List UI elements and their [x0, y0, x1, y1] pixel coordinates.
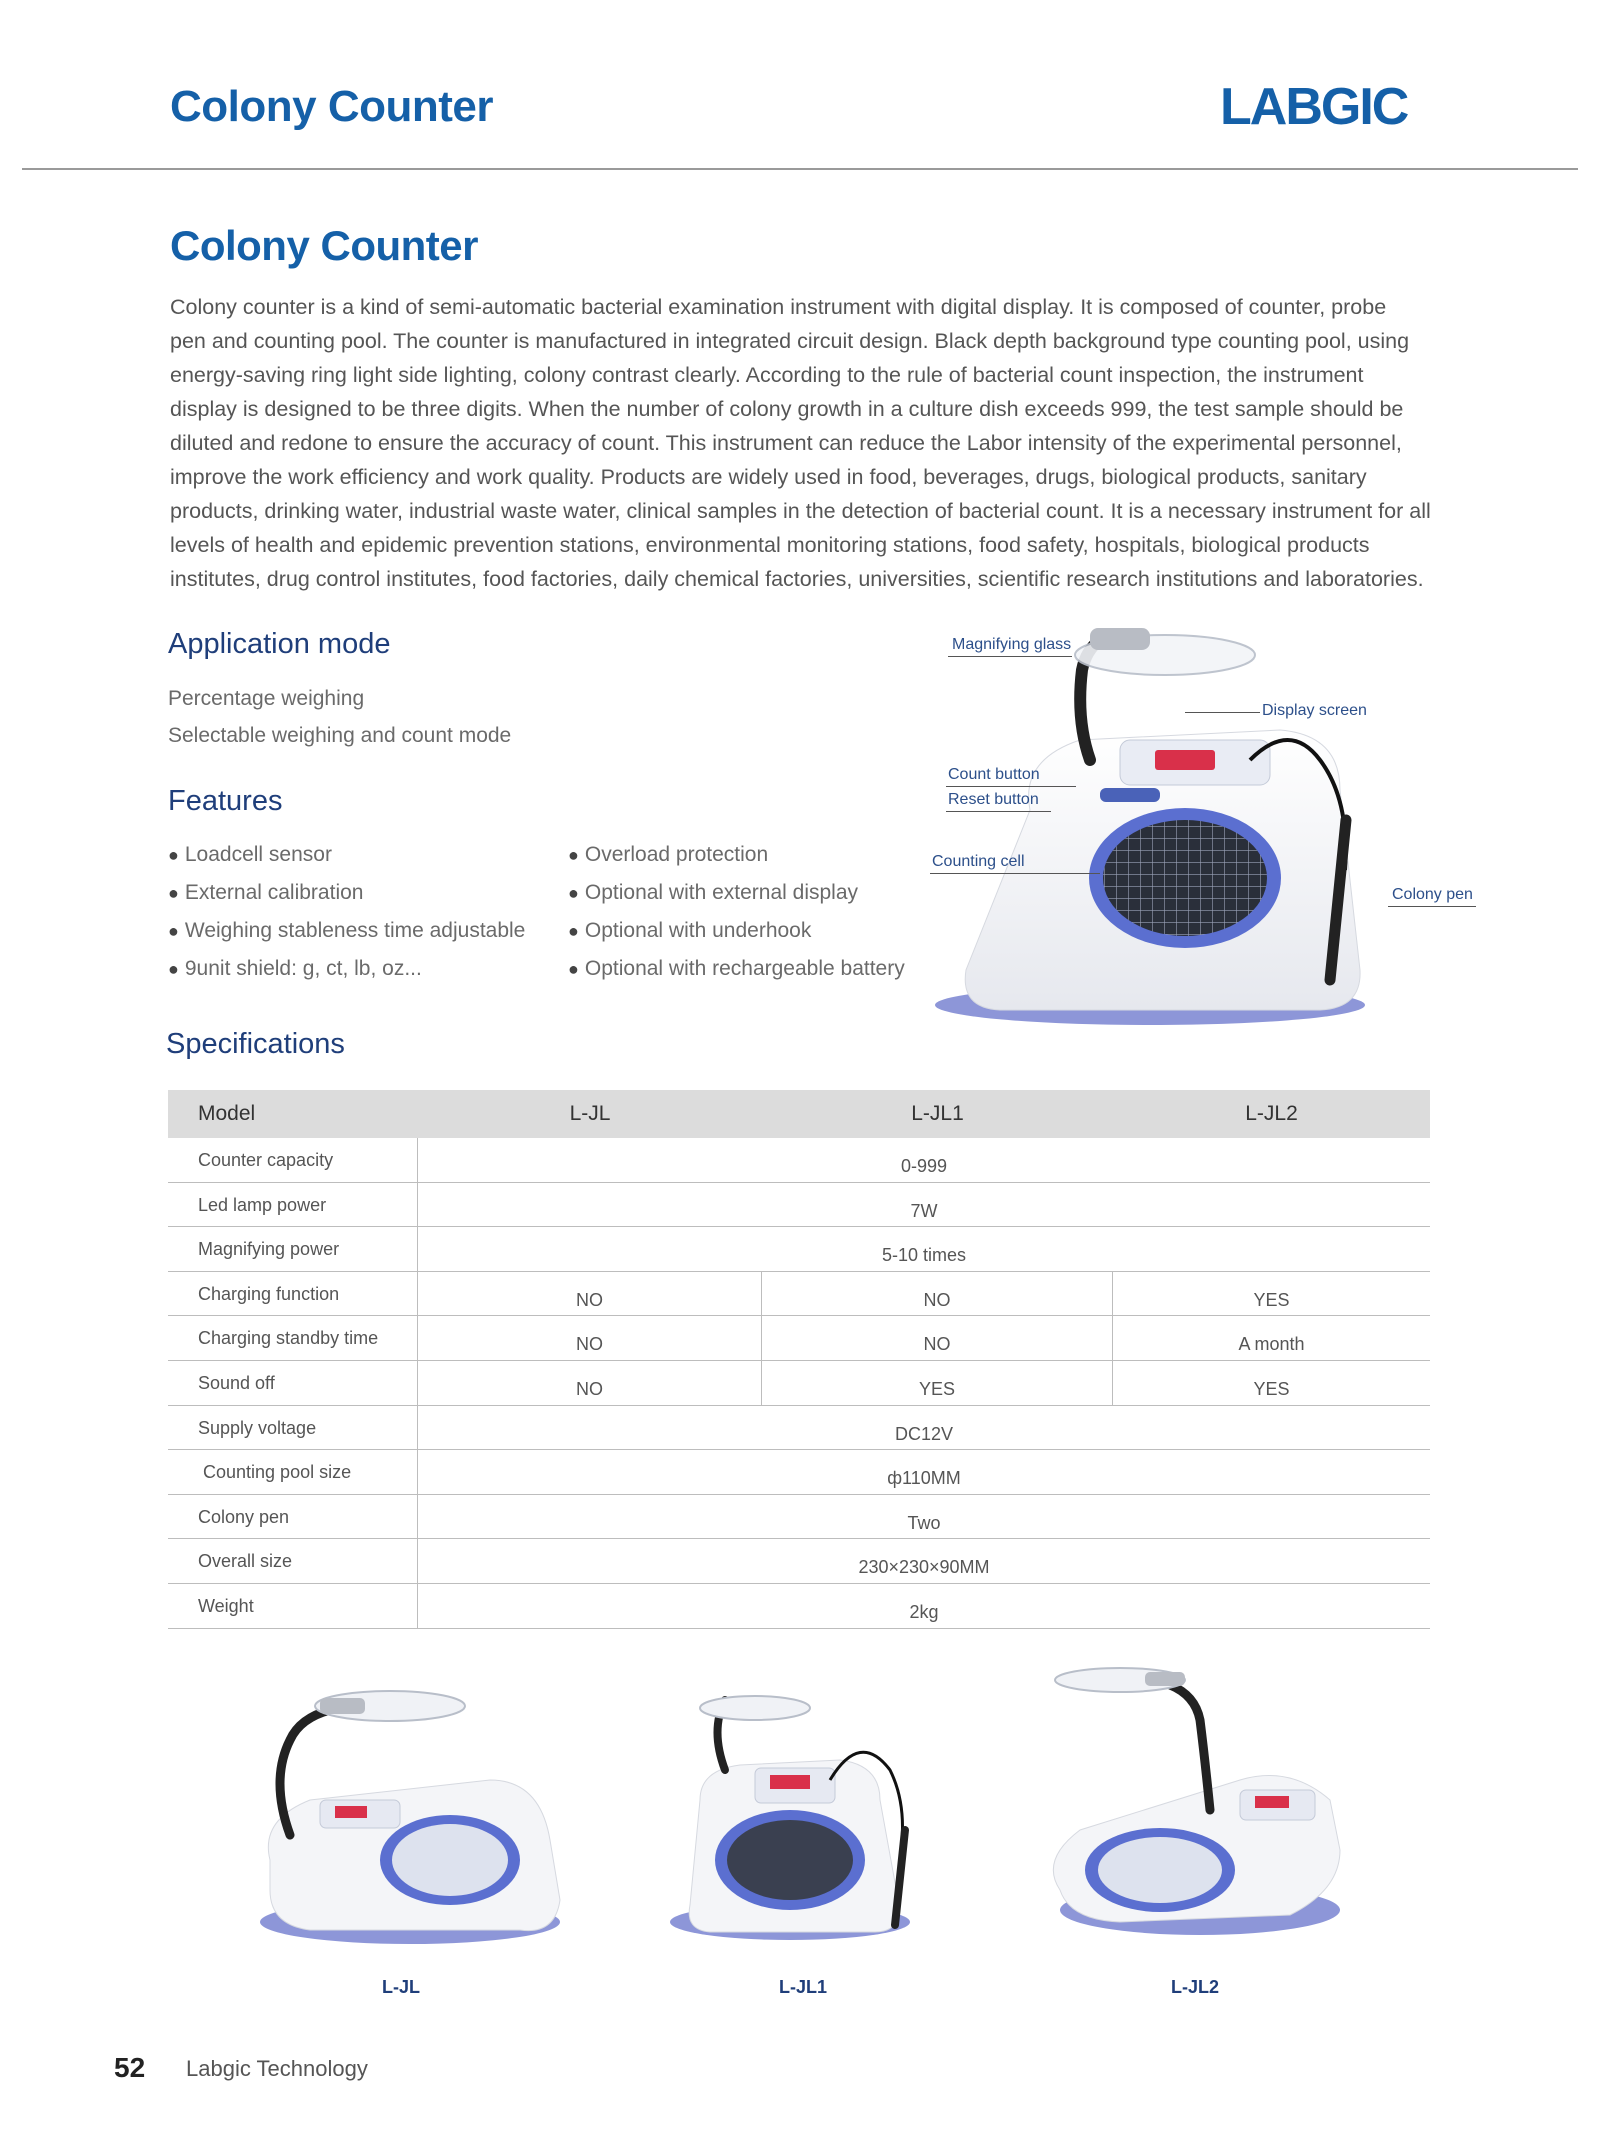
- callout-line: [930, 873, 1100, 874]
- features-column-1: [168, 836, 525, 988]
- header-title: Colony Counter: [170, 82, 493, 131]
- row-value: A month: [1238, 1334, 1305, 1355]
- table-row: [168, 1316, 1430, 1361]
- row-label: Charging function: [168, 1272, 418, 1316]
- row-value: NO: [762, 1316, 1113, 1360]
- intro-line: products, drinking water, industrial waste water, clinical samples in the detection of bacterial count. It is a necessary instrument for all: [170, 499, 1431, 523]
- footer-company: Labgic Technology: [186, 2056, 368, 2081]
- row-value: NO: [762, 1272, 1113, 1316]
- callout-display-screen: Display screen: [1262, 702, 1367, 719]
- bullet-icon: ●: [568, 959, 579, 979]
- table-row: [168, 1406, 1430, 1451]
- section-title: Colony Counter: [170, 222, 478, 269]
- row-value: NO: [418, 1272, 762, 1316]
- bullet-icon: ●: [568, 845, 579, 865]
- callout-line: [1185, 712, 1260, 713]
- row-value: 7W: [910, 1200, 938, 1221]
- row-label: Weight: [168, 1584, 418, 1628]
- row-label: Colony pen: [168, 1495, 418, 1539]
- row-label: Charging standby time: [168, 1316, 418, 1360]
- header-divider: [22, 168, 1578, 170]
- feature-item: ● External calibration: [168, 881, 364, 904]
- table-row: [168, 1495, 1430, 1540]
- table-header-cell: Model: [198, 1102, 256, 1125]
- intro-line: institutes, drug control institutes, food factories, daily chemical factories, universities, scientific research institutions and laboratories.: [170, 567, 1424, 591]
- table-row: [168, 1138, 1430, 1183]
- table-row: [168, 1272, 1430, 1317]
- feature-item: ● 9unit shield: g, ct, lb, oz...: [168, 957, 422, 980]
- intro-line: improve the work efficiency and work quality. Products are widely used in food, beverages, drugs, biological products, sanitary: [170, 465, 1367, 489]
- callout-line: [948, 656, 1072, 657]
- row-value: ф110MM: [887, 1468, 961, 1489]
- specifications-heading: Specifications: [166, 1028, 345, 1060]
- application-item: Selectable weighing and count mode: [168, 724, 512, 747]
- table-row: [168, 1450, 1430, 1495]
- row-value: 2kg: [909, 1601, 939, 1622]
- colony-counter-illustration: [900, 610, 1460, 1030]
- row-value: YES: [1253, 1289, 1290, 1310]
- row-label: Magnifying power: [168, 1227, 418, 1271]
- feature-item: ● Overload protection: [568, 843, 769, 866]
- callout-counting-cell: Counting cell: [932, 853, 1025, 870]
- svg-text:LABGIC: LABGIC: [1220, 80, 1408, 130]
- product-label: L-JL: [382, 1977, 420, 1997]
- table-header-cell: L-JL: [569, 1102, 611, 1125]
- callout-line: [946, 786, 1076, 787]
- callout-magnifying-glass: Magnifying glass: [952, 636, 1072, 653]
- table-row: [168, 1361, 1430, 1406]
- row-label: Counting pool size: [168, 1450, 418, 1494]
- product-image-l-jl: [250, 1660, 580, 1960]
- intro-line: Colony counter is a kind of semi-automatic bacterial examination instrument with digital display. It is composed of counter, probe: [170, 295, 1387, 319]
- table-row: [168, 1584, 1430, 1629]
- product-diagram: [900, 610, 1460, 1030]
- product-image-l-jl1: [640, 1660, 970, 1960]
- bullet-icon: ●: [168, 959, 179, 979]
- feature-item: ● Weighing stableness time adjustable: [168, 919, 526, 942]
- product-image-l-jl2: [1040, 1660, 1370, 1960]
- callout-reset-button: Reset button: [948, 791, 1039, 808]
- product-label: L-JL2: [1171, 1977, 1220, 1997]
- feature-item: ● Optional with underhook: [568, 919, 812, 942]
- intro-paragraph: [170, 290, 1470, 596]
- features-heading: Features: [168, 785, 283, 817]
- bullet-icon: ●: [568, 921, 579, 941]
- row-label: Counter capacity: [168, 1138, 418, 1182]
- row-value: 0-999: [900, 1156, 948, 1176]
- row-value: YES: [762, 1361, 1113, 1405]
- table-header-cell: L-JL2: [1245, 1102, 1298, 1125]
- row-label: Led lamp power: [168, 1183, 418, 1227]
- callout-line: [946, 811, 1051, 812]
- bullet-icon: ●: [568, 883, 579, 903]
- table-header-cell: L-JL1: [911, 1102, 964, 1125]
- application-mode-list: [168, 680, 511, 754]
- feature-item: ● Loadcell sensor: [168, 843, 332, 866]
- row-value: Two: [907, 1512, 941, 1533]
- application-item: Percentage weighing: [168, 687, 365, 710]
- row-value: YES: [1253, 1378, 1290, 1399]
- page-number: 52: [114, 2052, 146, 2083]
- table-header-row: [168, 1090, 1430, 1138]
- row-label: Supply voltage: [168, 1406, 418, 1450]
- callout-line: [1388, 906, 1476, 907]
- row-value: NO: [418, 1316, 762, 1360]
- bullet-icon: ●: [168, 921, 179, 941]
- callout-colony-pen: Colony pen: [1392, 886, 1473, 903]
- product-label: L-JL1: [779, 1977, 828, 1997]
- table-row: [168, 1183, 1430, 1228]
- table-row: [168, 1227, 1430, 1272]
- application-mode-heading: Application mode: [168, 628, 391, 660]
- callout-count-button: Count button: [948, 766, 1040, 783]
- intro-line: energy-saving ring light side lighting, colony contrast clearly. According to the rule of bacterial count inspection, the instrument: [170, 363, 1364, 387]
- intro-line: diluted and redone to ensure the accuracy of count. This instrument can reduce the Labor intensity of the experimental personnel,: [170, 431, 1402, 455]
- row-value: 5-10 times: [881, 1245, 967, 1266]
- specifications-table: [168, 1090, 1430, 1629]
- feature-item: ● Optional with external display: [568, 881, 859, 904]
- intro-line: pen and counting pool. The counter is manufactured in integrated circuit design. Black depth background type counting pool, using: [170, 329, 1410, 353]
- row-value: NO: [418, 1361, 762, 1405]
- labgic-logo: [1220, 80, 1435, 135]
- bullet-icon: ●: [168, 883, 179, 903]
- features-column-2: [568, 836, 905, 988]
- table-row: [168, 1539, 1430, 1584]
- intro-line: levels of health and epidemic prevention stations, environmental monitoring stations, food safety, hospitals, biological products: [170, 533, 1370, 557]
- row-label: Overall size: [168, 1539, 418, 1583]
- intro-line: display is designed to be three digits. When the number of colony growth in a culture dish exceeds 999, the test sample should be: [170, 397, 1404, 421]
- row-value: DC12V: [894, 1423, 954, 1444]
- row-label: Sound off: [168, 1361, 418, 1405]
- row-value: 230×230×90MM: [858, 1557, 990, 1578]
- feature-item: ● Optional with rechargeable battery: [568, 957, 905, 980]
- bullet-icon: ●: [168, 845, 179, 865]
